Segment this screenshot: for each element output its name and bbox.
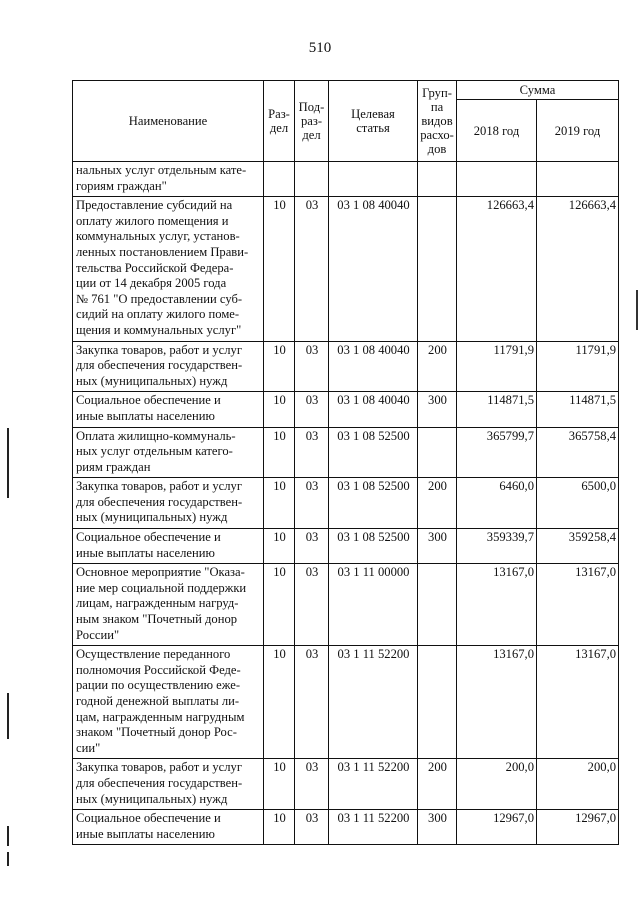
cell-target-article: 03 1 11 00000 xyxy=(329,564,418,646)
cell-section: 10 xyxy=(264,529,295,564)
table-row xyxy=(73,162,619,197)
cell-subsection xyxy=(295,162,329,197)
table-row xyxy=(73,529,619,564)
cell-name: Закупка товаров, работ и услуг для обеспечения государствен- ных (муниципальных) нужд xyxy=(73,478,264,529)
cell-expense-group: 200 xyxy=(418,478,457,529)
cell-section: 10 xyxy=(264,646,295,759)
cell-name: Социальное обеспечение и иные выплаты населению xyxy=(73,529,264,564)
cell-expense-group xyxy=(418,646,457,759)
cell-subsection: 03 xyxy=(295,564,329,646)
cell-sum-2018: 359339,7 xyxy=(457,529,537,564)
table-header xyxy=(73,81,619,162)
cell-section: 10 xyxy=(264,392,295,427)
page-number: 510 xyxy=(308,40,332,56)
table-row xyxy=(73,564,619,646)
header-2019: 2019 год xyxy=(537,100,619,162)
cell-expense-group xyxy=(418,564,457,646)
cell-target-article: 03 1 08 52500 xyxy=(329,529,418,564)
cell-sum-2018: 6460,0 xyxy=(457,478,537,529)
cell-expense-group xyxy=(418,197,457,341)
cell-expense-group: 300 xyxy=(418,810,457,845)
cell-sum-2018: 200,0 xyxy=(457,759,537,810)
cell-name: Предоставление субсидий на оплату жилого помещения и коммунальных услуг, установ- ленных постановлением Прави- тельства Российской Федера- ции от 14 декабря 2005 года № 761 "О предоставлении суб- сидий на оплату жилого поме- щения и коммунальных услуг" xyxy=(73,197,264,341)
cell-section: 10 xyxy=(264,341,295,392)
cell-section: 10 xyxy=(264,810,295,845)
cell-expense-group xyxy=(418,427,457,478)
cell-target-article: 03 1 08 40040 xyxy=(329,392,418,427)
table-body xyxy=(73,162,619,845)
cell-target-article: 03 1 08 40040 xyxy=(329,197,418,341)
cell-subsection: 03 xyxy=(295,759,329,810)
cell-target-article xyxy=(329,162,418,197)
cell-sum-2018 xyxy=(457,162,537,197)
cell-subsection: 03 xyxy=(295,197,329,341)
cell-expense-group xyxy=(418,162,457,197)
cell-sum-2018: 12967,0 xyxy=(457,810,537,845)
cell-section: 10 xyxy=(264,197,295,341)
table-row xyxy=(73,427,619,478)
table-row xyxy=(73,810,619,845)
table-row xyxy=(73,197,619,341)
cell-name: нальных услуг отдельным кате- гориям граждан" xyxy=(73,162,264,197)
scan-margin-mark xyxy=(636,290,638,330)
cell-sum-2019: 126663,4 xyxy=(537,197,619,341)
cell-sum-2019: 13167,0 xyxy=(537,564,619,646)
cell-sum-2019: 114871,5 xyxy=(537,392,619,427)
cell-sum-2019: 12967,0 xyxy=(537,810,619,845)
cell-sum-2018: 365799,7 xyxy=(457,427,537,478)
cell-subsection: 03 xyxy=(295,810,329,845)
table-row xyxy=(73,478,619,529)
cell-section: 10 xyxy=(264,564,295,646)
cell-name: Основное мероприятие "Оказа- ние мер социальной поддержки лицам, награжденным нагруд- ным знаком "Почетный донор России" xyxy=(73,564,264,646)
scan-margin-mark xyxy=(7,826,9,846)
header-expense-group: Груп- па видов расхо- дов xyxy=(418,81,457,162)
cell-subsection: 03 xyxy=(295,646,329,759)
cell-sum-2018: 126663,4 xyxy=(457,197,537,341)
table-row xyxy=(73,759,619,810)
cell-target-article: 03 1 08 52500 xyxy=(329,478,418,529)
cell-sum-2018: 11791,9 xyxy=(457,341,537,392)
header-target-article: Целевая статья xyxy=(329,81,418,162)
table-row xyxy=(73,341,619,392)
cell-sum-2019 xyxy=(537,162,619,197)
cell-target-article: 03 1 08 52500 xyxy=(329,427,418,478)
cell-target-article: 03 1 08 40040 xyxy=(329,341,418,392)
cell-section: 10 xyxy=(264,759,295,810)
scan-margin-mark xyxy=(7,693,9,739)
cell-sum-2019: 200,0 xyxy=(537,759,619,810)
cell-section: 10 xyxy=(264,427,295,478)
header-name: Наименование xyxy=(73,81,264,162)
cell-target-article: 03 1 11 52200 xyxy=(329,646,418,759)
cell-subsection: 03 xyxy=(295,392,329,427)
header-section: Раз- дел xyxy=(264,81,295,162)
cell-name: Оплата жилищно-коммуналь- ных услуг отдельным катего- риям граждан xyxy=(73,427,264,478)
cell-expense-group: 200 xyxy=(418,759,457,810)
cell-subsection: 03 xyxy=(295,478,329,529)
cell-name: Закупка товаров, работ и услуг для обеспечения государствен- ных (муниципальных) нужд xyxy=(73,341,264,392)
cell-target-article: 03 1 11 52200 xyxy=(329,759,418,810)
cell-section: 10 xyxy=(264,478,295,529)
cell-expense-group: 300 xyxy=(418,529,457,564)
cell-subsection: 03 xyxy=(295,427,329,478)
cell-section xyxy=(264,162,295,197)
scan-margin-mark xyxy=(7,852,9,866)
header-subsection: Под- раз- дел xyxy=(295,81,329,162)
budget-table xyxy=(72,80,619,845)
cell-sum-2019: 365758,4 xyxy=(537,427,619,478)
cell-name: Закупка товаров, работ и услуг для обеспечения государствен- ных (муниципальных) нужд xyxy=(73,759,264,810)
cell-name: Социальное обеспечение и иные выплаты населению xyxy=(73,392,264,427)
cell-expense-group: 300 xyxy=(418,392,457,427)
cell-expense-group: 200 xyxy=(418,341,457,392)
cell-sum-2018: 13167,0 xyxy=(457,646,537,759)
cell-sum-2019: 13167,0 xyxy=(537,646,619,759)
cell-name: Осуществление переданного полномочия Российской Феде- рации по осуществлению еже- годной денежной выплаты ли- цам, награжденным нагрудным знаком "Почетный донор Рос- сии" xyxy=(73,646,264,759)
cell-sum-2019: 359258,4 xyxy=(537,529,619,564)
cell-subsection: 03 xyxy=(295,529,329,564)
cell-sum-2018: 13167,0 xyxy=(457,564,537,646)
cell-subsection: 03 xyxy=(295,341,329,392)
cell-sum-2019: 11791,9 xyxy=(537,341,619,392)
cell-name: Социальное обеспечение и иные выплаты населению xyxy=(73,810,264,845)
header-sum: Сумма xyxy=(457,81,619,100)
table-row xyxy=(73,392,619,427)
scan-margin-mark xyxy=(7,428,9,498)
cell-sum-2019: 6500,0 xyxy=(537,478,619,529)
header-2018: 2018 год xyxy=(457,100,537,162)
table-row xyxy=(73,646,619,759)
cell-sum-2018: 114871,5 xyxy=(457,392,537,427)
cell-target-article: 03 1 11 52200 xyxy=(329,810,418,845)
